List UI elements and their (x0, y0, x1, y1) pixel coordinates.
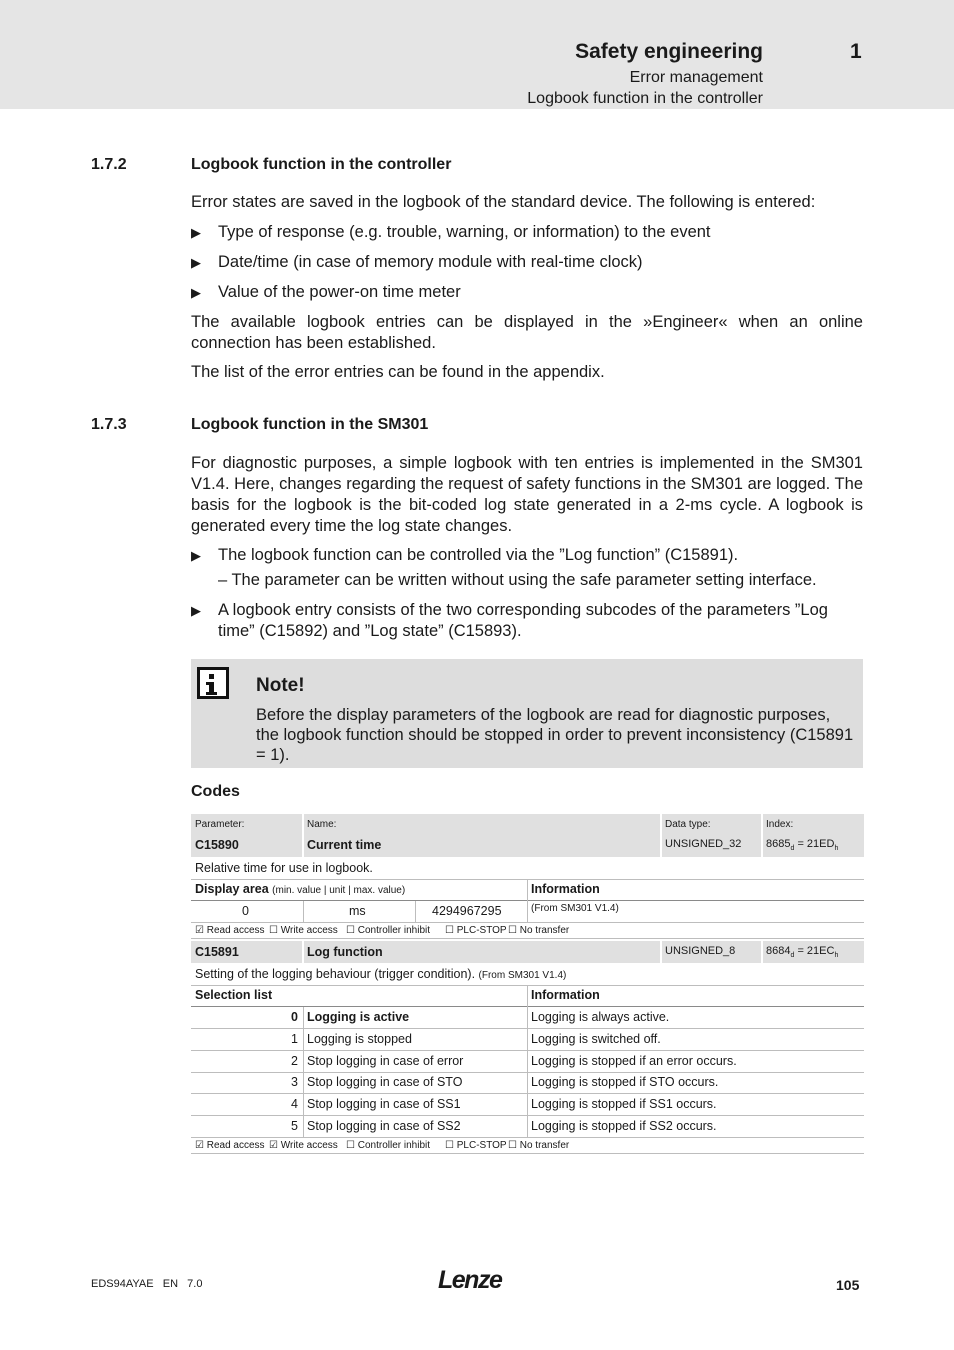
selection-info: Logging is always active. (531, 1010, 670, 1024)
selection-info: Logging is stopped if STO occurs. (531, 1075, 719, 1089)
min-value: 0 (242, 904, 249, 918)
unit-value: ms (349, 904, 366, 918)
chapter-number: 1 (850, 40, 862, 63)
note-text: Before the display parameters of the logbook are read for diagnostic purposes, the logbook function should be stopped in order to prevent inconsistency (C15891 = 1). (256, 706, 854, 764)
access-write: ☑ Write access (269, 1140, 338, 1151)
max-value: 4294967295 (432, 904, 502, 918)
bullet-item: ▶ Value of the power-on time meter (191, 283, 461, 301)
info-icon (197, 667, 229, 699)
lenze-logo: Lenze (438, 1266, 502, 1294)
bullet-item: ▶ The logbook function can be controlled via the ”Log function” (C15891). – The parameter can be written without using the safe parameter setting interface. (191, 546, 817, 589)
bullet-arrow-icon: ▶ (191, 603, 201, 618)
bullet-item: ▶ Date/time (in case of memory module with real-time clock) (191, 253, 643, 271)
bullet-item: ▶ Type of response (e.g. trouble, warning, or information) to the event (191, 223, 711, 241)
access-plc-stop: ☐ PLC-STOP (445, 925, 507, 936)
selection-value: 5 (291, 1119, 298, 1133)
code-header-bg (191, 814, 864, 857)
selection-label: Stop logging in case of SS2 (307, 1119, 461, 1133)
index-value: $8685_d = 21ED_h$ (766, 838, 839, 853)
access-plc-stop: ☐ PLC-STOP (445, 1140, 507, 1151)
selection-label: Stop logging in case of STO (307, 1075, 463, 1089)
parameter-label: Parameter: (195, 819, 245, 830)
selection-info: Logging is stopped if SS1 occurs. (531, 1097, 717, 1111)
access-write: ☐ Write access (269, 925, 338, 936)
code-c15890: C15890 (195, 838, 239, 852)
page-number: 105 (836, 1277, 860, 1293)
code-description: Setting of the logging behaviour (trigger condition). (From SM301 V1.4) (195, 967, 567, 981)
selection-value: 0 (291, 1010, 298, 1024)
code-description: Relative time for use in logbook. (195, 861, 373, 875)
paragraph: The available logbook entries can be displayed in the »Engineer« when an online connection has been established. (191, 313, 863, 352)
access-no-transfer: ☐ No transfer (508, 925, 570, 936)
codes-heading: Codes (191, 783, 240, 800)
paragraph: For diagnostic purposes, a simple logbook with ten entries is implemented in the SM301 V1.4. Here, changes regarding the request of safety functions in the SM301 are logged. The basis for the logbook is the bit-coded log state generated in a 2-ms cycle. A logbook is generated every time the log state changes. (191, 454, 863, 535)
code-name: Current time (307, 838, 382, 852)
access-controller-inhibit: ☐ Controller inhibit (346, 1140, 430, 1151)
selection-label: Stop logging in case of SS1 (307, 1097, 461, 1111)
index-value: $8684_d = 21EC_h$ (766, 945, 839, 960)
header-subtitle-2: Logbook function in the controller (527, 90, 763, 107)
access-read: ☑ Read access (195, 925, 265, 936)
document-id: EDS94AYAE EN 7.0 (91, 1278, 203, 1290)
paragraph: The list of the error entries can be found in the appendix. (191, 363, 605, 381)
index-label: Index: (766, 819, 794, 830)
selection-label: Logging is stopped (307, 1032, 412, 1046)
section-number: 1.7.3 (91, 416, 127, 433)
information-header: Information (531, 988, 600, 1002)
access-no-transfer: ☐ No transfer (508, 1140, 570, 1151)
display-area-label: Display area (min. value | unit | max. value) (195, 882, 406, 896)
access-controller-inhibit: ☐ Controller inhibit (346, 925, 430, 936)
header-band (0, 0, 954, 109)
access-read: ☑ Read access (195, 1140, 265, 1151)
note-box (191, 659, 863, 768)
selection-info: Logging is stopped if SS2 occurs. (531, 1119, 717, 1133)
bullet-arrow-icon: ▶ (191, 255, 201, 270)
section-title: Logbook function in the SM301 (191, 416, 429, 433)
code-header-bg (191, 941, 864, 963)
section-number: 1.7.2 (91, 156, 127, 173)
bullet-arrow-icon: ▶ (191, 548, 201, 563)
chapter-title: Safety engineering (575, 40, 763, 63)
selection-info: Logging is switched off. (531, 1032, 661, 1046)
name-label: Name: (307, 819, 337, 830)
code-c15891: C15891 (195, 945, 239, 959)
note-title: Note! (256, 675, 305, 696)
information-header: Information (531, 882, 600, 896)
paragraph: Error states are saved in the logbook of the standard device. The following is entered: (191, 193, 816, 211)
selection-label: Logging is active (307, 1010, 410, 1024)
section-title: Logbook function in the controller (191, 156, 452, 173)
selection-value: 4 (291, 1097, 298, 1111)
selection-value: 1 (291, 1032, 298, 1046)
bullet-item: ▶ A logbook entry consists of the two corresponding subcodes of the parameters ”Log time” (C15892) and ”Log state” (C15893). (191, 601, 828, 640)
selection-list-header: Selection list (195, 988, 273, 1002)
selection-value: 3 (291, 1075, 298, 1089)
data-type-label: Data type: (665, 819, 711, 830)
selection-label: Stop logging in case of error (307, 1054, 464, 1068)
bullet-arrow-icon: ▶ (191, 225, 201, 240)
bullet-arrow-icon: ▶ (191, 285, 201, 300)
code-name: Log function (307, 945, 383, 959)
data-type: UNSIGNED_8 (665, 945, 736, 957)
selection-info: Logging is stopped if an error occurs. (531, 1054, 737, 1068)
selection-value: 2 (291, 1054, 298, 1068)
data-type: UNSIGNED_32 (665, 838, 742, 850)
header-subtitle-1: Error management (629, 69, 763, 86)
info-value: (From SM301 V1.4) (531, 903, 619, 914)
